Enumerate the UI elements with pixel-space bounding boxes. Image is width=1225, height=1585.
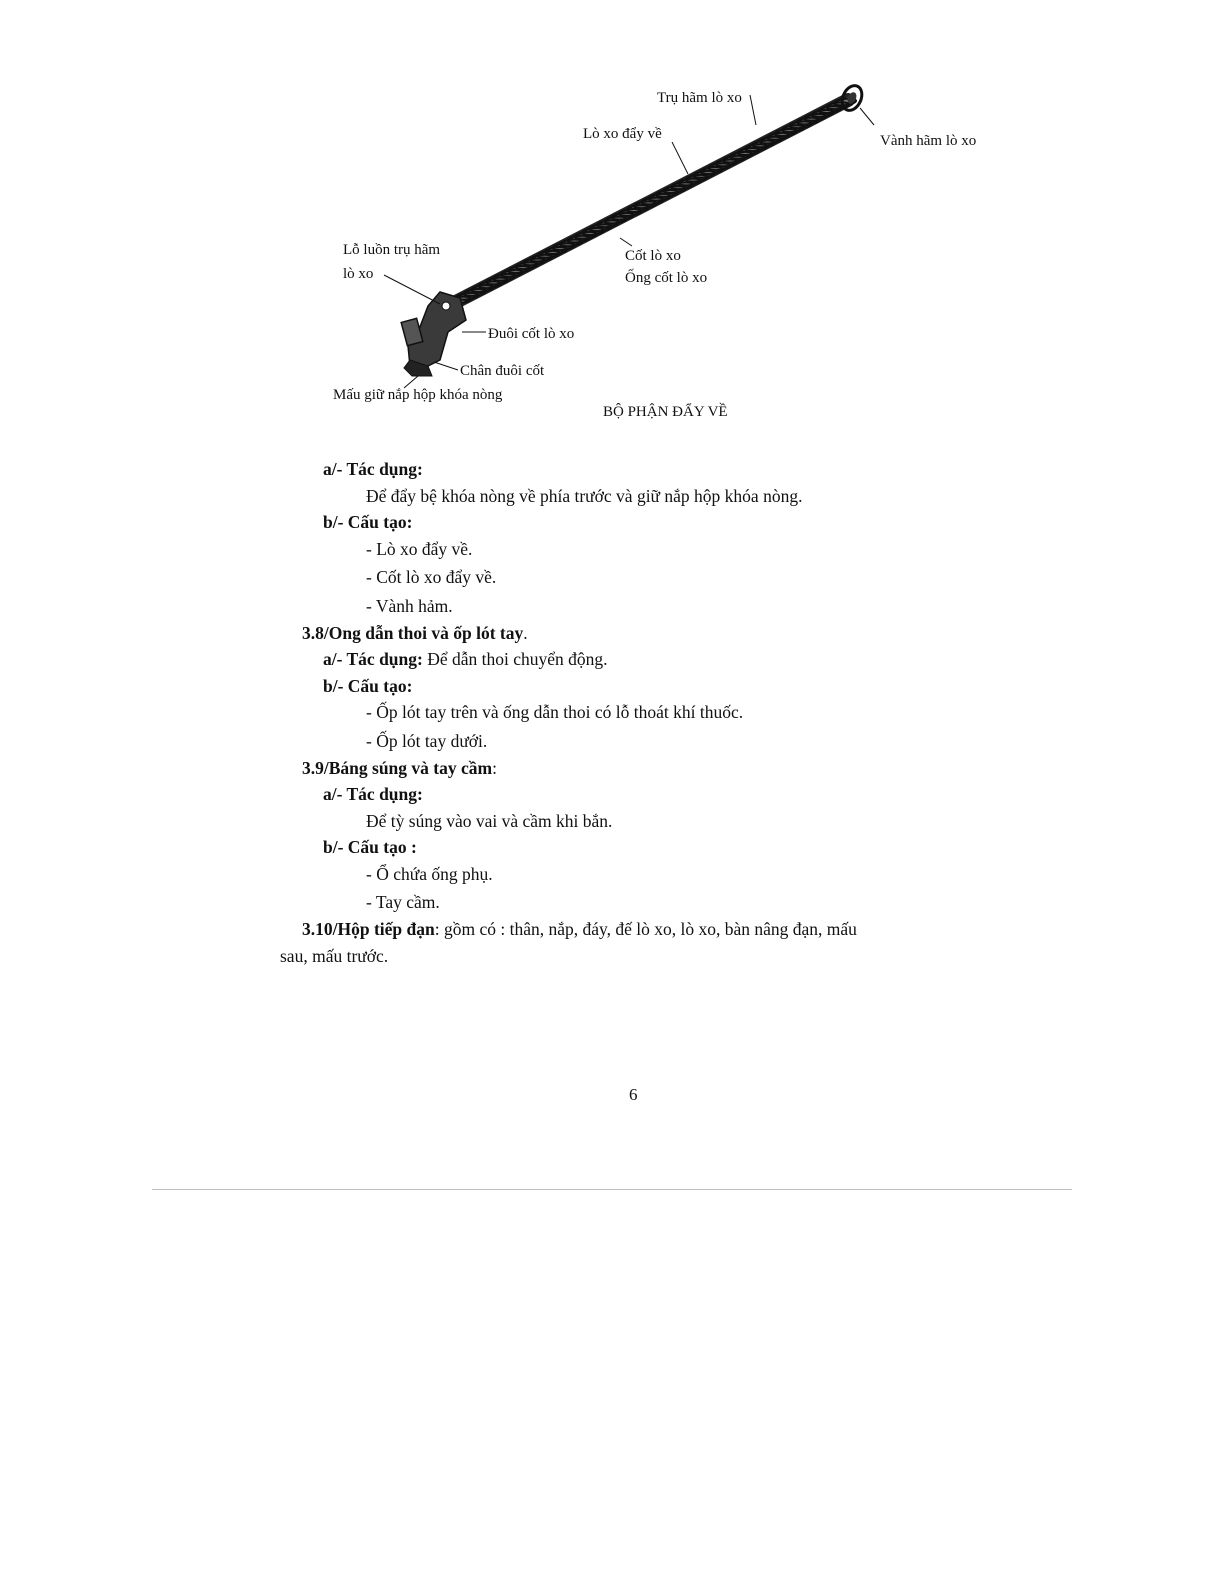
heading-rest: : gồm có : thân, nắp, đáy, đế lò xo, lò xo, bàn nâng đạn, mấu bbox=[434, 919, 857, 939]
page-divider bbox=[152, 1189, 1072, 1190]
section-3-9-heading bbox=[302, 760, 497, 778]
label-lo-luon-2: lò xo bbox=[343, 266, 374, 282]
heading-bold: 3.9/Báng súng và tay cầm bbox=[302, 758, 493, 778]
label-ong-cot: Ống cốt lò xo bbox=[625, 270, 708, 286]
list-item: - Ổ chứa ống phụ. bbox=[366, 864, 493, 884]
section-3-10-heading bbox=[302, 921, 857, 939]
spring-assembly-figure bbox=[300, 70, 1020, 440]
list-item: - Tay cầm. bbox=[366, 892, 440, 912]
heading-rest: . bbox=[523, 623, 528, 643]
section-a-heading: a/- Tác dụng: bbox=[323, 784, 423, 804]
heading-bold: a/- Tác dụng: bbox=[323, 649, 423, 669]
label-duoi-cot: Đuôi cốt lò xo bbox=[488, 326, 575, 342]
label-vanh-ham: Vành hãm lò xo bbox=[880, 133, 977, 149]
heading-rest: Để dẫn thoi chuyển động. bbox=[422, 649, 608, 669]
heading-rest: : bbox=[492, 758, 497, 778]
section-a-heading: a/- Tác dụng: bbox=[323, 459, 423, 479]
section-b-heading: b/- Cấu tạo: bbox=[323, 512, 413, 532]
label-tru-ham: Trụ hãm lò xo bbox=[657, 90, 742, 106]
heading-bold: 3.10/Hộp tiếp đạn bbox=[302, 919, 435, 939]
section-b-heading: b/- Cấu tạo : bbox=[323, 837, 417, 857]
figure-caption: BỘ PHẬN ĐẨY VỀ bbox=[603, 404, 728, 420]
section-a-line bbox=[323, 651, 608, 669]
list-item: - Lò xo đẩy về. bbox=[366, 539, 473, 559]
label-mau-giu: Mấu giữ nắp hộp khóa nòng bbox=[333, 387, 503, 403]
section-b-heading: b/- Cấu tạo: bbox=[323, 676, 413, 696]
list-item: - Ốp lót tay trên và ống dẫn thoi có lỗ thoát khí thuốc. bbox=[366, 702, 744, 722]
body-line: Để đẩy bệ khóa nòng về phía trước và giữ nắp hộp khóa nòng. bbox=[366, 486, 803, 506]
body-line: sau, mấu trước. bbox=[280, 946, 389, 966]
body-line: Để tỳ súng vào vai và cầm khi bắn. bbox=[366, 811, 613, 831]
label-lo-luon-1: Lỗ luồn trụ hãm bbox=[343, 242, 441, 258]
list-item: - Vành hảm. bbox=[366, 596, 453, 616]
list-item: - Ốp lót tay dưới. bbox=[366, 731, 488, 751]
page-number: 6 bbox=[629, 1085, 638, 1104]
section-3-8-heading bbox=[302, 625, 528, 643]
list-item: - Cốt lò xo đẩy về. bbox=[366, 567, 497, 587]
heading-bold: 3.8/Ong dẫn thoi và ốp lót tay bbox=[302, 623, 524, 643]
label-cot-lo-xo: Cốt lò xo bbox=[625, 248, 681, 264]
label-lo-xo-day-ve: Lò xo đẩy về bbox=[583, 126, 662, 142]
label-chan-duoi: Chân đuôi cốt bbox=[460, 363, 545, 379]
